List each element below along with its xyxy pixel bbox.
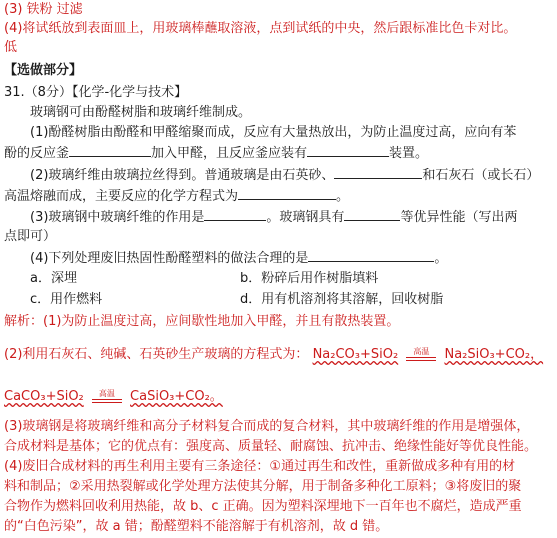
equals-bar bbox=[406, 360, 436, 361]
answer-blank bbox=[344, 208, 400, 221]
equation-1-left: Na₂CO₃+SiO₂ bbox=[312, 347, 399, 362]
answer-blank bbox=[307, 144, 389, 157]
q1-line-b bbox=[4, 144, 428, 162]
intro-line-3: (3) 铁粉 过滤 bbox=[4, 2, 83, 17]
option-b: b．粉碎后用作树脂填料 bbox=[240, 271, 379, 286]
q1-text-3: 装置。 bbox=[389, 146, 429, 161]
question-stem: 玻璃钢可由酚醛树脂和玻璃纤维制成。 bbox=[30, 105, 252, 120]
answer-p4-b: 料和制品；②采用热裂解或化学处理方法使其分解，用于制备多种化工原料；③将废旧的聚 bbox=[4, 479, 522, 494]
answer-p4-d: 的“白色污染”，故 a 错；酚醛塑料不能溶解于有机溶剂，故 d 错。 bbox=[4, 519, 389, 534]
answer-p2 bbox=[4, 346, 543, 363]
answer-blank bbox=[308, 249, 434, 262]
q2-text-3: 高温熔融而成，主要反应的化学方程式为 bbox=[4, 189, 239, 204]
intro-line-4-cont: 低 bbox=[4, 40, 18, 55]
q1-line-a: (1)酚醛树脂由酚醛和甲醛缩聚而成，反应有大量热放出，为防止温度过高，应向有苯 bbox=[30, 125, 517, 140]
intro-line-4: (4)将试纸放到表面皿上，用玻璃棒蘸取溶液，点到试纸的中央，然后跟标准比色卡对比。 bbox=[4, 21, 517, 36]
answer-p2-intro: (2)利用石灰石、纯碱、石英砂生产玻璃的方程式为： bbox=[4, 347, 309, 362]
q1-text-2: 加入甲醛，且反应釜应装有 bbox=[151, 146, 308, 161]
q3-text-3: 等优异性能（写出两 bbox=[400, 210, 518, 225]
option-a: a．深埋 bbox=[30, 271, 77, 286]
option-c: c．用作燃料 bbox=[30, 292, 103, 307]
q1-text-1: 酚的反应釜 bbox=[4, 146, 70, 161]
answer-p3-b: 合成材料是基体；它的优点有：强度高、质量轻、耐腐蚀、抗冲击、绝缘性能好等优良性能。 bbox=[4, 439, 538, 454]
answer-p2-eq2 bbox=[4, 388, 223, 405]
equation-2-left: CaCO₃+SiO₂ bbox=[4, 389, 84, 404]
answer-p4-c: 合物作为燃料回收利用热能，故 b、c 正确。因为塑料深埋地下一百年也不腐烂，造成严重 bbox=[4, 499, 522, 514]
equation-1-right: Na₂SiO₃+CO₂， bbox=[444, 347, 544, 362]
q3-text-1: (3)玻璃钢中玻璃纤维的作用是 bbox=[30, 210, 205, 225]
equals-bar bbox=[92, 402, 122, 403]
q2-text-2: 和石灰石（或长石） bbox=[422, 168, 540, 183]
reaction-condition bbox=[92, 390, 122, 403]
q4-line bbox=[30, 249, 447, 267]
answer-p4-a: (4)废旧合成材料的再生利用主要有三条途径：①通过再生和改性，重新做成多种有用的材 bbox=[4, 459, 516, 474]
q3-text-2: 。玻璃钢具有 bbox=[266, 210, 345, 225]
answer-p3-a: (3)玻璃钢是将玻璃纤维和高分子材料复合而成的复合材料，其中玻璃纤维的作用是增强体， bbox=[4, 419, 530, 434]
q4-text-1: (4)下列处理废旧热固性酚醛塑料的做法合理的是 bbox=[30, 251, 309, 266]
answer-p1: 解析：(1)为防止温度过高，应间歇性地加入甲醛，并且有散热装置。 bbox=[4, 314, 400, 329]
q2-line-b bbox=[4, 187, 349, 205]
q2-text-1: (2)玻璃纤维由玻璃拉丝得到。普通玻璃是由石英砂、 bbox=[30, 168, 335, 183]
section-heading: 【选做部分】 bbox=[4, 63, 83, 78]
answer-blank bbox=[69, 144, 151, 157]
question-head: 31.（8分）【化学-化学与技术】 bbox=[4, 85, 188, 100]
answer-blank bbox=[238, 187, 336, 200]
answer-blank bbox=[204, 208, 266, 221]
option-d: d．用有机溶剂将其溶解，回收树脂 bbox=[240, 292, 444, 307]
equals-bar bbox=[406, 357, 436, 358]
reaction-condition bbox=[406, 348, 436, 361]
equals-bar bbox=[92, 399, 122, 400]
q3-line-a bbox=[30, 208, 517, 226]
condition-label: 高温 bbox=[98, 389, 115, 398]
q3-line-b: 点即可） bbox=[4, 229, 57, 244]
q4-text-2: 。 bbox=[434, 251, 448, 266]
equation-2-right: CaSiO₃+CO₂。 bbox=[130, 389, 223, 404]
answer-blank bbox=[334, 166, 422, 179]
q2-line-a bbox=[30, 166, 539, 184]
condition-label: 高温 bbox=[413, 347, 430, 356]
q2-text-4: 。 bbox=[336, 189, 350, 204]
